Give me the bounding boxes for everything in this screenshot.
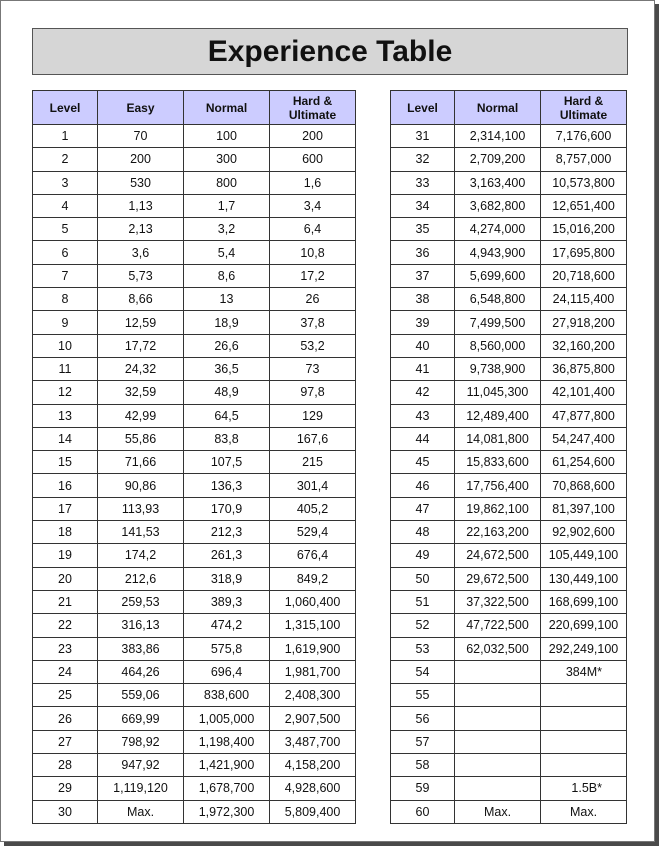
cell-level: 46 — [391, 474, 455, 497]
cell-hard-ultimate: 24,115,400 — [541, 288, 627, 311]
cell-easy: 17,72 — [98, 334, 184, 357]
cell-normal: 1,972,300 — [184, 800, 270, 823]
cell-hard-ultimate: 2,907,500 — [270, 707, 356, 730]
cell-normal: 14,081,800 — [455, 427, 541, 450]
cell-hard-ultimate: 405,2 — [270, 497, 356, 520]
cell-normal: 1,198,400 — [184, 730, 270, 753]
cell-easy: 1,13 — [98, 194, 184, 217]
cell-hard-ultimate: 1.5B* — [541, 777, 627, 800]
cell-easy: 5,73 — [98, 264, 184, 287]
cell-normal: 100 — [184, 125, 270, 148]
cell-hard-ultimate: 168,699,100 — [541, 590, 627, 613]
cell-normal: 696,4 — [184, 660, 270, 683]
cell-hard-ultimate: 2,408,300 — [270, 684, 356, 707]
title-bar — [32, 28, 628, 75]
cell-level: 55 — [391, 684, 455, 707]
cell-normal: 8,6 — [184, 264, 270, 287]
cell-level: 60 — [391, 800, 455, 823]
cell-normal: 62,032,500 — [455, 637, 541, 660]
table-row — [33, 357, 356, 380]
cell-level: 23 — [33, 637, 98, 660]
cell-level: 25 — [33, 684, 98, 707]
cell-hard-ultimate: 97,8 — [270, 381, 356, 404]
cell-hard-ultimate: 1,6 — [270, 171, 356, 194]
cell-normal: 26,6 — [184, 334, 270, 357]
cell-normal: 3,2 — [184, 218, 270, 241]
cell-level: 47 — [391, 497, 455, 520]
cell-easy: 1,119,120 — [98, 777, 184, 800]
cell-easy: 12,59 — [98, 311, 184, 334]
cell-hard-ultimate: 676,4 — [270, 544, 356, 567]
cell-hard-ultimate: 27,918,200 — [541, 311, 627, 334]
cell-normal: 29,672,500 — [455, 567, 541, 590]
table-row — [33, 194, 356, 217]
table-row — [33, 311, 356, 334]
cell-hard-ultimate: 215 — [270, 451, 356, 474]
cell-normal: 47,722,500 — [455, 614, 541, 637]
cell-level: 38 — [391, 288, 455, 311]
cell-level: 28 — [33, 754, 98, 777]
cell-hard-ultimate: 529,4 — [270, 521, 356, 544]
table-row — [391, 521, 627, 544]
cell-level: 40 — [391, 334, 455, 357]
cell-easy: 947,92 — [98, 754, 184, 777]
table-row — [391, 707, 627, 730]
table-row — [391, 590, 627, 613]
table-row — [33, 218, 356, 241]
table-row — [391, 777, 627, 800]
cell-easy: 113,93 — [98, 497, 184, 520]
header-normal: Normal — [455, 91, 541, 125]
cell-level: 52 — [391, 614, 455, 637]
table-row — [391, 334, 627, 357]
cell-hard-ultimate: 7,176,600 — [541, 125, 627, 148]
cell-easy: Max. — [98, 800, 184, 823]
table-row — [33, 427, 356, 450]
cell-normal: 1,421,900 — [184, 754, 270, 777]
cell-hard-ultimate — [541, 754, 627, 777]
cell-easy: 3,6 — [98, 241, 184, 264]
table-row — [33, 334, 356, 357]
cell-easy: 316,13 — [98, 614, 184, 637]
left-experience-table — [32, 90, 356, 824]
cell-hard-ultimate: 36,875,800 — [541, 357, 627, 380]
cell-normal: 212,3 — [184, 521, 270, 544]
cell-level: 24 — [33, 660, 98, 683]
cell-hard-ultimate: 600 — [270, 148, 356, 171]
table-row — [33, 777, 356, 800]
cell-normal: 12,489,400 — [455, 404, 541, 427]
table-row — [33, 264, 356, 287]
cell-normal: 2,314,100 — [455, 125, 541, 148]
cell-easy: 55,86 — [98, 427, 184, 450]
cell-easy: 212,6 — [98, 567, 184, 590]
table-row — [33, 171, 356, 194]
table-row — [391, 730, 627, 753]
cell-level: 22 — [33, 614, 98, 637]
cell-level: 4 — [33, 194, 98, 217]
table-row — [33, 125, 356, 148]
cell-normal: 17,756,400 — [455, 474, 541, 497]
table-row — [391, 684, 627, 707]
table-row — [391, 474, 627, 497]
cell-level: 56 — [391, 707, 455, 730]
cell-normal: 107,5 — [184, 451, 270, 474]
cell-normal: 3,163,400 — [455, 171, 541, 194]
cell-level: 57 — [391, 730, 455, 753]
cell-level: 6 — [33, 241, 98, 264]
cell-normal: 8,560,000 — [455, 334, 541, 357]
cell-easy: 259,53 — [98, 590, 184, 613]
cell-level: 1 — [33, 125, 98, 148]
cell-hard-ultimate: 292,249,100 — [541, 637, 627, 660]
cell-hard-ultimate: 54,247,400 — [541, 427, 627, 450]
cell-hard-ultimate: 1,060,400 — [270, 590, 356, 613]
table-row — [391, 171, 627, 194]
table-row — [33, 451, 356, 474]
table-row — [391, 241, 627, 264]
cell-normal: 48,9 — [184, 381, 270, 404]
cell-normal — [455, 684, 541, 707]
cell-hard-ultimate: 105,449,100 — [541, 544, 627, 567]
cell-level: 10 — [33, 334, 98, 357]
cell-hard-ultimate: 26 — [270, 288, 356, 311]
table-row — [33, 521, 356, 544]
cell-hard-ultimate: 4,928,600 — [270, 777, 356, 800]
cell-hard-ultimate: 73 — [270, 357, 356, 380]
cell-hard-ultimate: 1,981,700 — [270, 660, 356, 683]
header-level: Level — [33, 91, 98, 125]
table-row — [33, 684, 356, 707]
table-row — [391, 451, 627, 474]
cell-normal: 1,005,000 — [184, 707, 270, 730]
cell-hard-ultimate: 15,016,200 — [541, 218, 627, 241]
cell-normal: 18,9 — [184, 311, 270, 334]
table-row — [391, 357, 627, 380]
cell-hard-ultimate: 1,619,900 — [270, 637, 356, 660]
cell-normal: 4,943,900 — [455, 241, 541, 264]
cell-easy: 559,06 — [98, 684, 184, 707]
cell-normal: Max. — [455, 800, 541, 823]
cell-level: 9 — [33, 311, 98, 334]
cell-hard-ultimate: Max. — [541, 800, 627, 823]
cell-normal: 170,9 — [184, 497, 270, 520]
table-row — [391, 218, 627, 241]
cell-level: 41 — [391, 357, 455, 380]
cell-level: 17 — [33, 497, 98, 520]
table-row — [33, 730, 356, 753]
cell-level: 54 — [391, 660, 455, 683]
cell-normal: 2,709,200 — [455, 148, 541, 171]
cell-normal — [455, 777, 541, 800]
cell-level: 14 — [33, 427, 98, 450]
cell-level: 39 — [391, 311, 455, 334]
cell-normal: 37,322,500 — [455, 590, 541, 613]
cell-level: 58 — [391, 754, 455, 777]
cell-level: 44 — [391, 427, 455, 450]
cell-hard-ultimate: 3,487,700 — [270, 730, 356, 753]
cell-normal — [455, 660, 541, 683]
cell-level: 19 — [33, 544, 98, 567]
page-title: Experience Table — [207, 34, 453, 68]
header-normal: Normal — [184, 91, 270, 125]
cell-hard-ultimate: 70,868,600 — [541, 474, 627, 497]
cell-level: 29 — [33, 777, 98, 800]
cell-normal: 389,3 — [184, 590, 270, 613]
cell-normal: 5,4 — [184, 241, 270, 264]
cell-easy: 174,2 — [98, 544, 184, 567]
table-header-row — [391, 91, 627, 125]
table-row — [33, 614, 356, 637]
cell-level: 42 — [391, 381, 455, 404]
cell-easy: 669,99 — [98, 707, 184, 730]
cell-level: 20 — [33, 567, 98, 590]
cell-level: 43 — [391, 404, 455, 427]
table-row — [391, 404, 627, 427]
cell-normal: 64,5 — [184, 404, 270, 427]
cell-level: 18 — [33, 521, 98, 544]
cell-level: 2 — [33, 148, 98, 171]
cell-level: 32 — [391, 148, 455, 171]
table-row — [33, 637, 356, 660]
cell-normal: 575,8 — [184, 637, 270, 660]
cell-hard-ultimate: 32,160,200 — [541, 334, 627, 357]
cell-level: 21 — [33, 590, 98, 613]
table-row — [33, 497, 356, 520]
table-row — [391, 544, 627, 567]
cell-normal: 318,9 — [184, 567, 270, 590]
table-row — [391, 125, 627, 148]
table-row — [33, 544, 356, 567]
cell-hard-ultimate: 301,4 — [270, 474, 356, 497]
table-row — [391, 148, 627, 171]
cell-level: 36 — [391, 241, 455, 264]
cell-level: 8 — [33, 288, 98, 311]
table-row — [33, 707, 356, 730]
cell-easy: 24,32 — [98, 357, 184, 380]
cell-normal: 5,699,600 — [455, 264, 541, 287]
cell-level: 3 — [33, 171, 98, 194]
cell-normal: 261,3 — [184, 544, 270, 567]
cell-level: 59 — [391, 777, 455, 800]
cell-normal: 300 — [184, 148, 270, 171]
cell-hard-ultimate: 167,6 — [270, 427, 356, 450]
cell-normal: 11,045,300 — [455, 381, 541, 404]
header-easy: Easy — [98, 91, 184, 125]
cell-normal: 83,8 — [184, 427, 270, 450]
cell-hard-ultimate: 3,4 — [270, 194, 356, 217]
table-row — [391, 194, 627, 217]
cell-easy: 798,92 — [98, 730, 184, 753]
cell-normal: 22,163,200 — [455, 521, 541, 544]
cell-normal: 36,5 — [184, 357, 270, 380]
cell-level: 12 — [33, 381, 98, 404]
cell-normal: 474,2 — [184, 614, 270, 637]
cell-normal — [455, 730, 541, 753]
cell-level: 30 — [33, 800, 98, 823]
cell-normal: 3,682,800 — [455, 194, 541, 217]
cell-easy: 530 — [98, 171, 184, 194]
cell-hard-ultimate: 12,651,400 — [541, 194, 627, 217]
table-row — [33, 800, 356, 823]
table-row — [391, 381, 627, 404]
cell-hard-ultimate: 8,757,000 — [541, 148, 627, 171]
cell-level: 53 — [391, 637, 455, 660]
cell-hard-ultimate — [541, 730, 627, 753]
cell-hard-ultimate: 4,158,200 — [270, 754, 356, 777]
cell-normal — [455, 754, 541, 777]
cell-level: 31 — [391, 125, 455, 148]
cell-hard-ultimate — [541, 684, 627, 707]
table-header-row — [33, 91, 356, 125]
cell-normal: 4,274,000 — [455, 218, 541, 241]
table-row — [33, 660, 356, 683]
cell-normal: 838,600 — [184, 684, 270, 707]
right-experience-table — [390, 90, 627, 824]
cell-easy: 200 — [98, 148, 184, 171]
table-row — [391, 614, 627, 637]
table-row — [391, 311, 627, 334]
table-row — [33, 404, 356, 427]
cell-easy: 32,59 — [98, 381, 184, 404]
cell-hard-ultimate: 130,449,100 — [541, 567, 627, 590]
cell-normal: 13 — [184, 288, 270, 311]
cell-level: 16 — [33, 474, 98, 497]
cell-level: 13 — [33, 404, 98, 427]
cell-hard-ultimate: 61,254,600 — [541, 451, 627, 474]
table-row — [33, 148, 356, 171]
header-hard-ultimate: Hard & Ultimate — [270, 91, 356, 125]
cell-hard-ultimate: 220,699,100 — [541, 614, 627, 637]
cell-level: 26 — [33, 707, 98, 730]
cell-easy: 90,86 — [98, 474, 184, 497]
cell-hard-ultimate: 849,2 — [270, 567, 356, 590]
table-row — [391, 754, 627, 777]
cell-easy: 383,86 — [98, 637, 184, 660]
cell-hard-ultimate — [541, 707, 627, 730]
cell-normal — [455, 707, 541, 730]
cell-level: 15 — [33, 451, 98, 474]
cell-hard-ultimate: 53,2 — [270, 334, 356, 357]
table-row — [33, 241, 356, 264]
table-row — [33, 754, 356, 777]
cell-level: 45 — [391, 451, 455, 474]
cell-easy: 70 — [98, 125, 184, 148]
table-row — [33, 474, 356, 497]
cell-level: 49 — [391, 544, 455, 567]
cell-level: 50 — [391, 567, 455, 590]
cell-hard-ultimate: 37,8 — [270, 311, 356, 334]
cell-level: 37 — [391, 264, 455, 287]
cell-hard-ultimate: 5,809,400 — [270, 800, 356, 823]
table-row — [391, 264, 627, 287]
cell-hard-ultimate: 47,877,800 — [541, 404, 627, 427]
cell-level: 48 — [391, 521, 455, 544]
cell-hard-ultimate: 42,101,400 — [541, 381, 627, 404]
cell-normal: 1,7 — [184, 194, 270, 217]
cell-easy: 71,66 — [98, 451, 184, 474]
table-row — [391, 427, 627, 450]
cell-normal: 7,499,500 — [455, 311, 541, 334]
header-level: Level — [391, 91, 455, 125]
cell-normal: 800 — [184, 171, 270, 194]
table-row — [33, 567, 356, 590]
cell-level: 5 — [33, 218, 98, 241]
cell-level: 51 — [391, 590, 455, 613]
cell-easy: 8,66 — [98, 288, 184, 311]
cell-normal: 24,672,500 — [455, 544, 541, 567]
cell-normal: 1,678,700 — [184, 777, 270, 800]
cell-level: 7 — [33, 264, 98, 287]
cell-level: 34 — [391, 194, 455, 217]
cell-hard-ultimate: 10,573,800 — [541, 171, 627, 194]
header-hard-ultimate: Hard & Ultimate — [541, 91, 627, 125]
cell-level: 11 — [33, 357, 98, 380]
cell-hard-ultimate: 17,2 — [270, 264, 356, 287]
cell-level: 33 — [391, 171, 455, 194]
cell-hard-ultimate: 81,397,100 — [541, 497, 627, 520]
cell-easy: 2,13 — [98, 218, 184, 241]
table-row — [33, 288, 356, 311]
table-row — [391, 637, 627, 660]
cell-normal: 6,548,800 — [455, 288, 541, 311]
cell-hard-ultimate: 10,8 — [270, 241, 356, 264]
table-row — [391, 497, 627, 520]
cell-hard-ultimate: 17,695,800 — [541, 241, 627, 264]
cell-easy: 141,53 — [98, 521, 184, 544]
cell-easy: 464,26 — [98, 660, 184, 683]
cell-hard-ultimate: 92,902,600 — [541, 521, 627, 544]
table-row — [391, 567, 627, 590]
cell-normal: 19,862,100 — [455, 497, 541, 520]
cell-hard-ultimate: 200 — [270, 125, 356, 148]
cell-hard-ultimate: 20,718,600 — [541, 264, 627, 287]
cell-hard-ultimate: 384M* — [541, 660, 627, 683]
cell-level: 35 — [391, 218, 455, 241]
cell-easy: 42,99 — [98, 404, 184, 427]
cell-normal: 15,833,600 — [455, 451, 541, 474]
cell-level: 27 — [33, 730, 98, 753]
table-row — [33, 590, 356, 613]
table-row — [391, 660, 627, 683]
table-row — [33, 381, 356, 404]
cell-normal: 9,738,900 — [455, 357, 541, 380]
cell-hard-ultimate: 129 — [270, 404, 356, 427]
cell-hard-ultimate: 1,315,100 — [270, 614, 356, 637]
cell-hard-ultimate: 6,4 — [270, 218, 356, 241]
table-row — [391, 288, 627, 311]
cell-normal: 136,3 — [184, 474, 270, 497]
table-row — [391, 800, 627, 823]
